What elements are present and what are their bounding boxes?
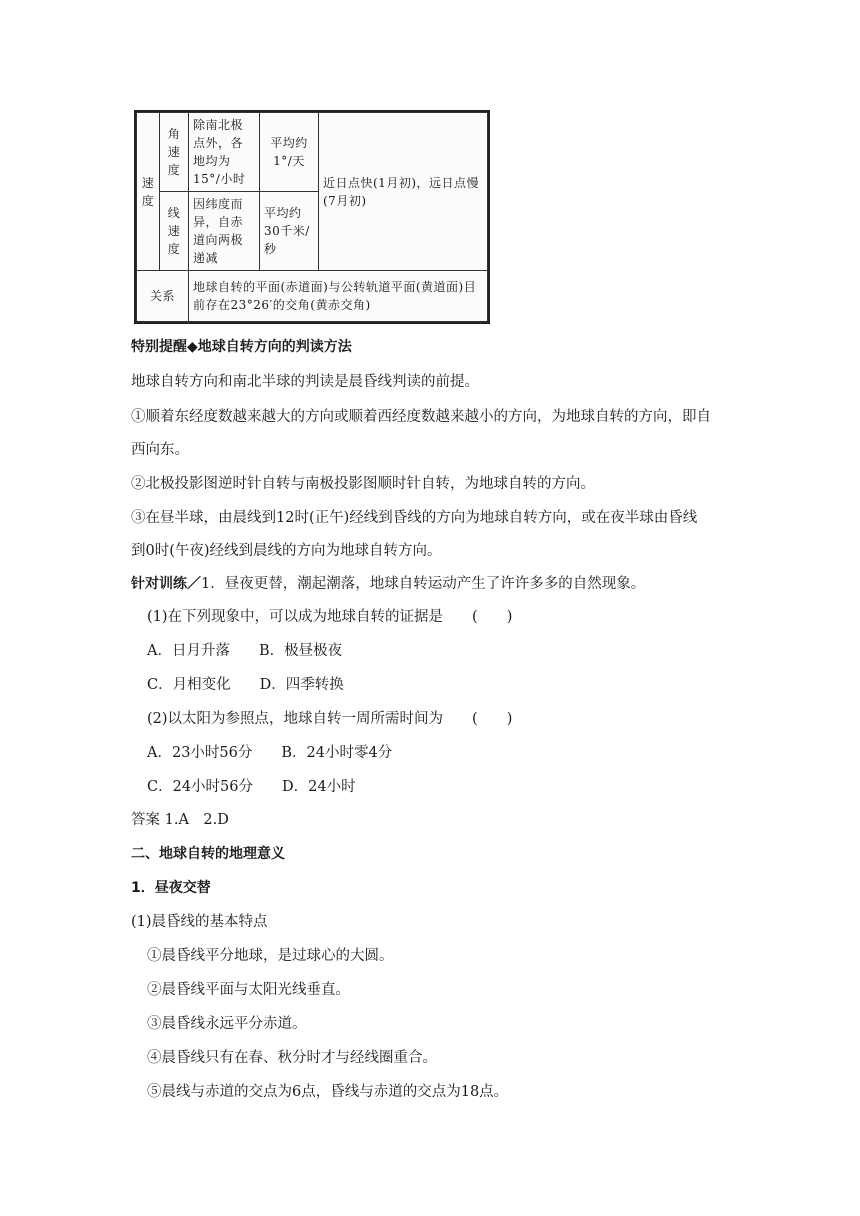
paragraph: 西向东。 — [131, 442, 189, 458]
feature-item: ④晨昏线只有在春、秋分时才与经线圈重合。 — [147, 1050, 437, 1066]
question-1: (1)在下列现象中，可以成为地球自转的证据是 ( ) — [147, 609, 513, 625]
revolution-note-cell: 近日点快(1月初)，远日点慢(7月初) — [319, 113, 488, 271]
linear-rotation-cell: 因纬度而异，自赤道向两极递减 — [189, 192, 260, 271]
subsection-heading: 1．昼夜交替 — [131, 880, 211, 896]
angular-rotation-cell: 除南北极点外，各地均为15°/小时 — [189, 113, 260, 192]
feature-item: ②晨昏线平面与太阳光线垂直。 — [147, 982, 350, 998]
question-2-options-cd: C．24小时56分 D．24小时 — [147, 779, 356, 795]
question-2-options-ab: A．23小时56分 B．24小时零4分 — [147, 745, 393, 761]
feature-item: ③晨昏线永远平分赤道。 — [147, 1016, 307, 1032]
paragraph: 地球自转方向和南北半球的判读是晨昏线判读的前提。 — [131, 374, 479, 390]
linear-revolution-cell: 平均约30千米/秒 — [260, 192, 319, 271]
training-text: 1．昼夜更替，潮起潮落，地球自转运动产生了许许多多的自然现象。 — [201, 576, 646, 592]
answer-line: 答案 1.A 2.D — [131, 812, 229, 828]
linear-speed-label: 线速度 — [160, 192, 189, 271]
subsection-subheading: (1)晨昏线的基本特点 — [131, 914, 268, 930]
paragraph: ①顺着东经度数越来越大的方向或顺着西经度数越来越小的方向，为地球自转的方向，即自 — [131, 409, 711, 425]
angular-revolution-cell: 平均约1°/天 — [260, 113, 319, 192]
relation-label: 关系 — [137, 271, 189, 322]
section-heading: 二、地球自转的地理意义 — [131, 846, 285, 862]
paragraph: 到0时(午夜)经线到晨线的方向为地球自转方向。 — [131, 543, 442, 559]
training-label: 针对训练／ — [131, 576, 201, 592]
tip-title: 特别提醒◆地球自转方向的判读方法 — [131, 339, 352, 355]
paragraph: ③在昼半球，由晨线到12时(正午)经线到昏线的方向为地球自转方向，或在夜半球由昏线 — [131, 510, 698, 526]
speed-label: 速度 — [137, 113, 160, 271]
paragraph: ②北极投影图逆时针自转与南极投影图顺时针自转，为地球自转的方向。 — [131, 476, 595, 492]
relation-text: 地球自转的平面(赤道面)与公转轨道平面(黄道面)目前存在23°26′的交角(黄赤交角) — [189, 271, 488, 322]
question-2: (2)以太阳为参照点，地球自转一周所需时间为 ( ) — [147, 711, 513, 727]
angular-speed-label: 角速度 — [160, 113, 189, 192]
feature-item: ①晨昏线平分地球，是过球心的大圆。 — [147, 948, 394, 964]
question-1-options-ab: A．日月升落 B．极昼极夜 — [147, 643, 343, 659]
question-1-options-cd: C．月相变化 D．四季转换 — [147, 677, 344, 693]
training-line — [131, 574, 645, 594]
feature-item: ⑤晨线与赤道的交点为6点，昏线与赤道的交点为18点。 — [147, 1084, 509, 1100]
earth-motion-table — [134, 110, 490, 324]
